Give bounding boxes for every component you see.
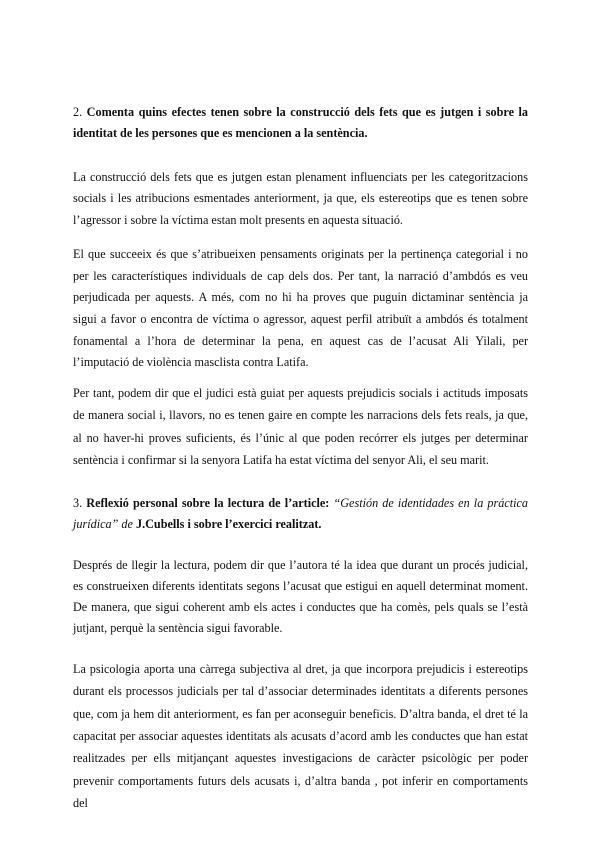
section-3-paragraph-1: Després de llegir la lectura, podem dir que l’autora té la idea que durant un procés judicial, es construeixen diferents identitats segons l’acusat que estigui en aquell determinat moment. De manera, que sigui coherent amb els actes i conductes que ha comès, pels quals se l’està jutjant, perquè la sentència sigui favorable. [73, 558, 528, 635]
section-3-heading-part1: Reflexió personal sobre la lectura de l’article: [86, 496, 334, 510]
section-2-paragraph-2: El que succeeix és que s’atribueixen pensaments originats per la pertinença categorial i no per les característiques individuals de cap dels dos. Per tant, la narració d’ambdós es veu perjudicada per aquests. A més, com no hi ha proves que puguin dictaminar sentència ja sigui a favor o encontra de víctima o agressor, aquest perfil atribuït a ambdós és totalment fonamental a l’hora de determinar la pena, en aquest cas de l’acusat Ali Yilali, per l’imputació de violència masclista contra Latifa. [73, 247, 528, 370]
section-2-paragraph-1: La construcció dels fets que es jutgen estan plenament influenciats per les categoritzacions socials i les atribucions esmentades anteriorment, ja que, els estereotips que es tenen sobre l’agressor i sobre la víctima estan molt presents en aquesta situació. [73, 170, 528, 227]
section-2-question [73, 102, 528, 144]
section-3-paragraph-2: La psicologia aporta una càrrega subjectiva al dret, ja que incorpora prejudicis i estereotips durant els processos judicials per tal d’associar determinades identitats a diferents persones que, com ja hem dit anteriorment, es fan per aconseguir beneficis. D’altra banda, el dret té la capacitat per associar aquestes identitats als acusats d’acord amb les conductes que han estat realitzades per ells mitjançant aquestes investigacions de caràcter psicològic per poder prevenir comportaments futurs dels acusats i, d’altra banda , pot inferir en comportaments del [73, 662, 528, 810]
article-title: “Gestión de identidades en la práctica jurídica” [73, 496, 529, 531]
section-2-question-text: Comenta quins efectes tenen sobre la construcció dels fets que es jutgen i sobre la identitat de les persones que es mencionen a la sentència. [73, 105, 528, 140]
section-3-heading [73, 493, 528, 535]
section-2-paragraph-3: Per tant, podem dir que el judici està guiat per aquests prejudicis socials i actituds imposats de manera social i, llavors, no es tenen gaire en compte les narracions dels fets reals, ja que, al no haver-hi proves suficients, és l’únic al que poden recórrer els jutges per determinar sentència i confirmar si la senyora Latifa ha estat víctima del senyor Ali, el seu marit. [73, 386, 528, 467]
section-2-number: 2. [73, 105, 83, 119]
section-3-heading-part3: J.Cubells i sobre l’exercici realitzat. [135, 517, 322, 531]
section-3-number: 3. [73, 496, 83, 510]
section-3-heading-de: de [118, 517, 136, 531]
